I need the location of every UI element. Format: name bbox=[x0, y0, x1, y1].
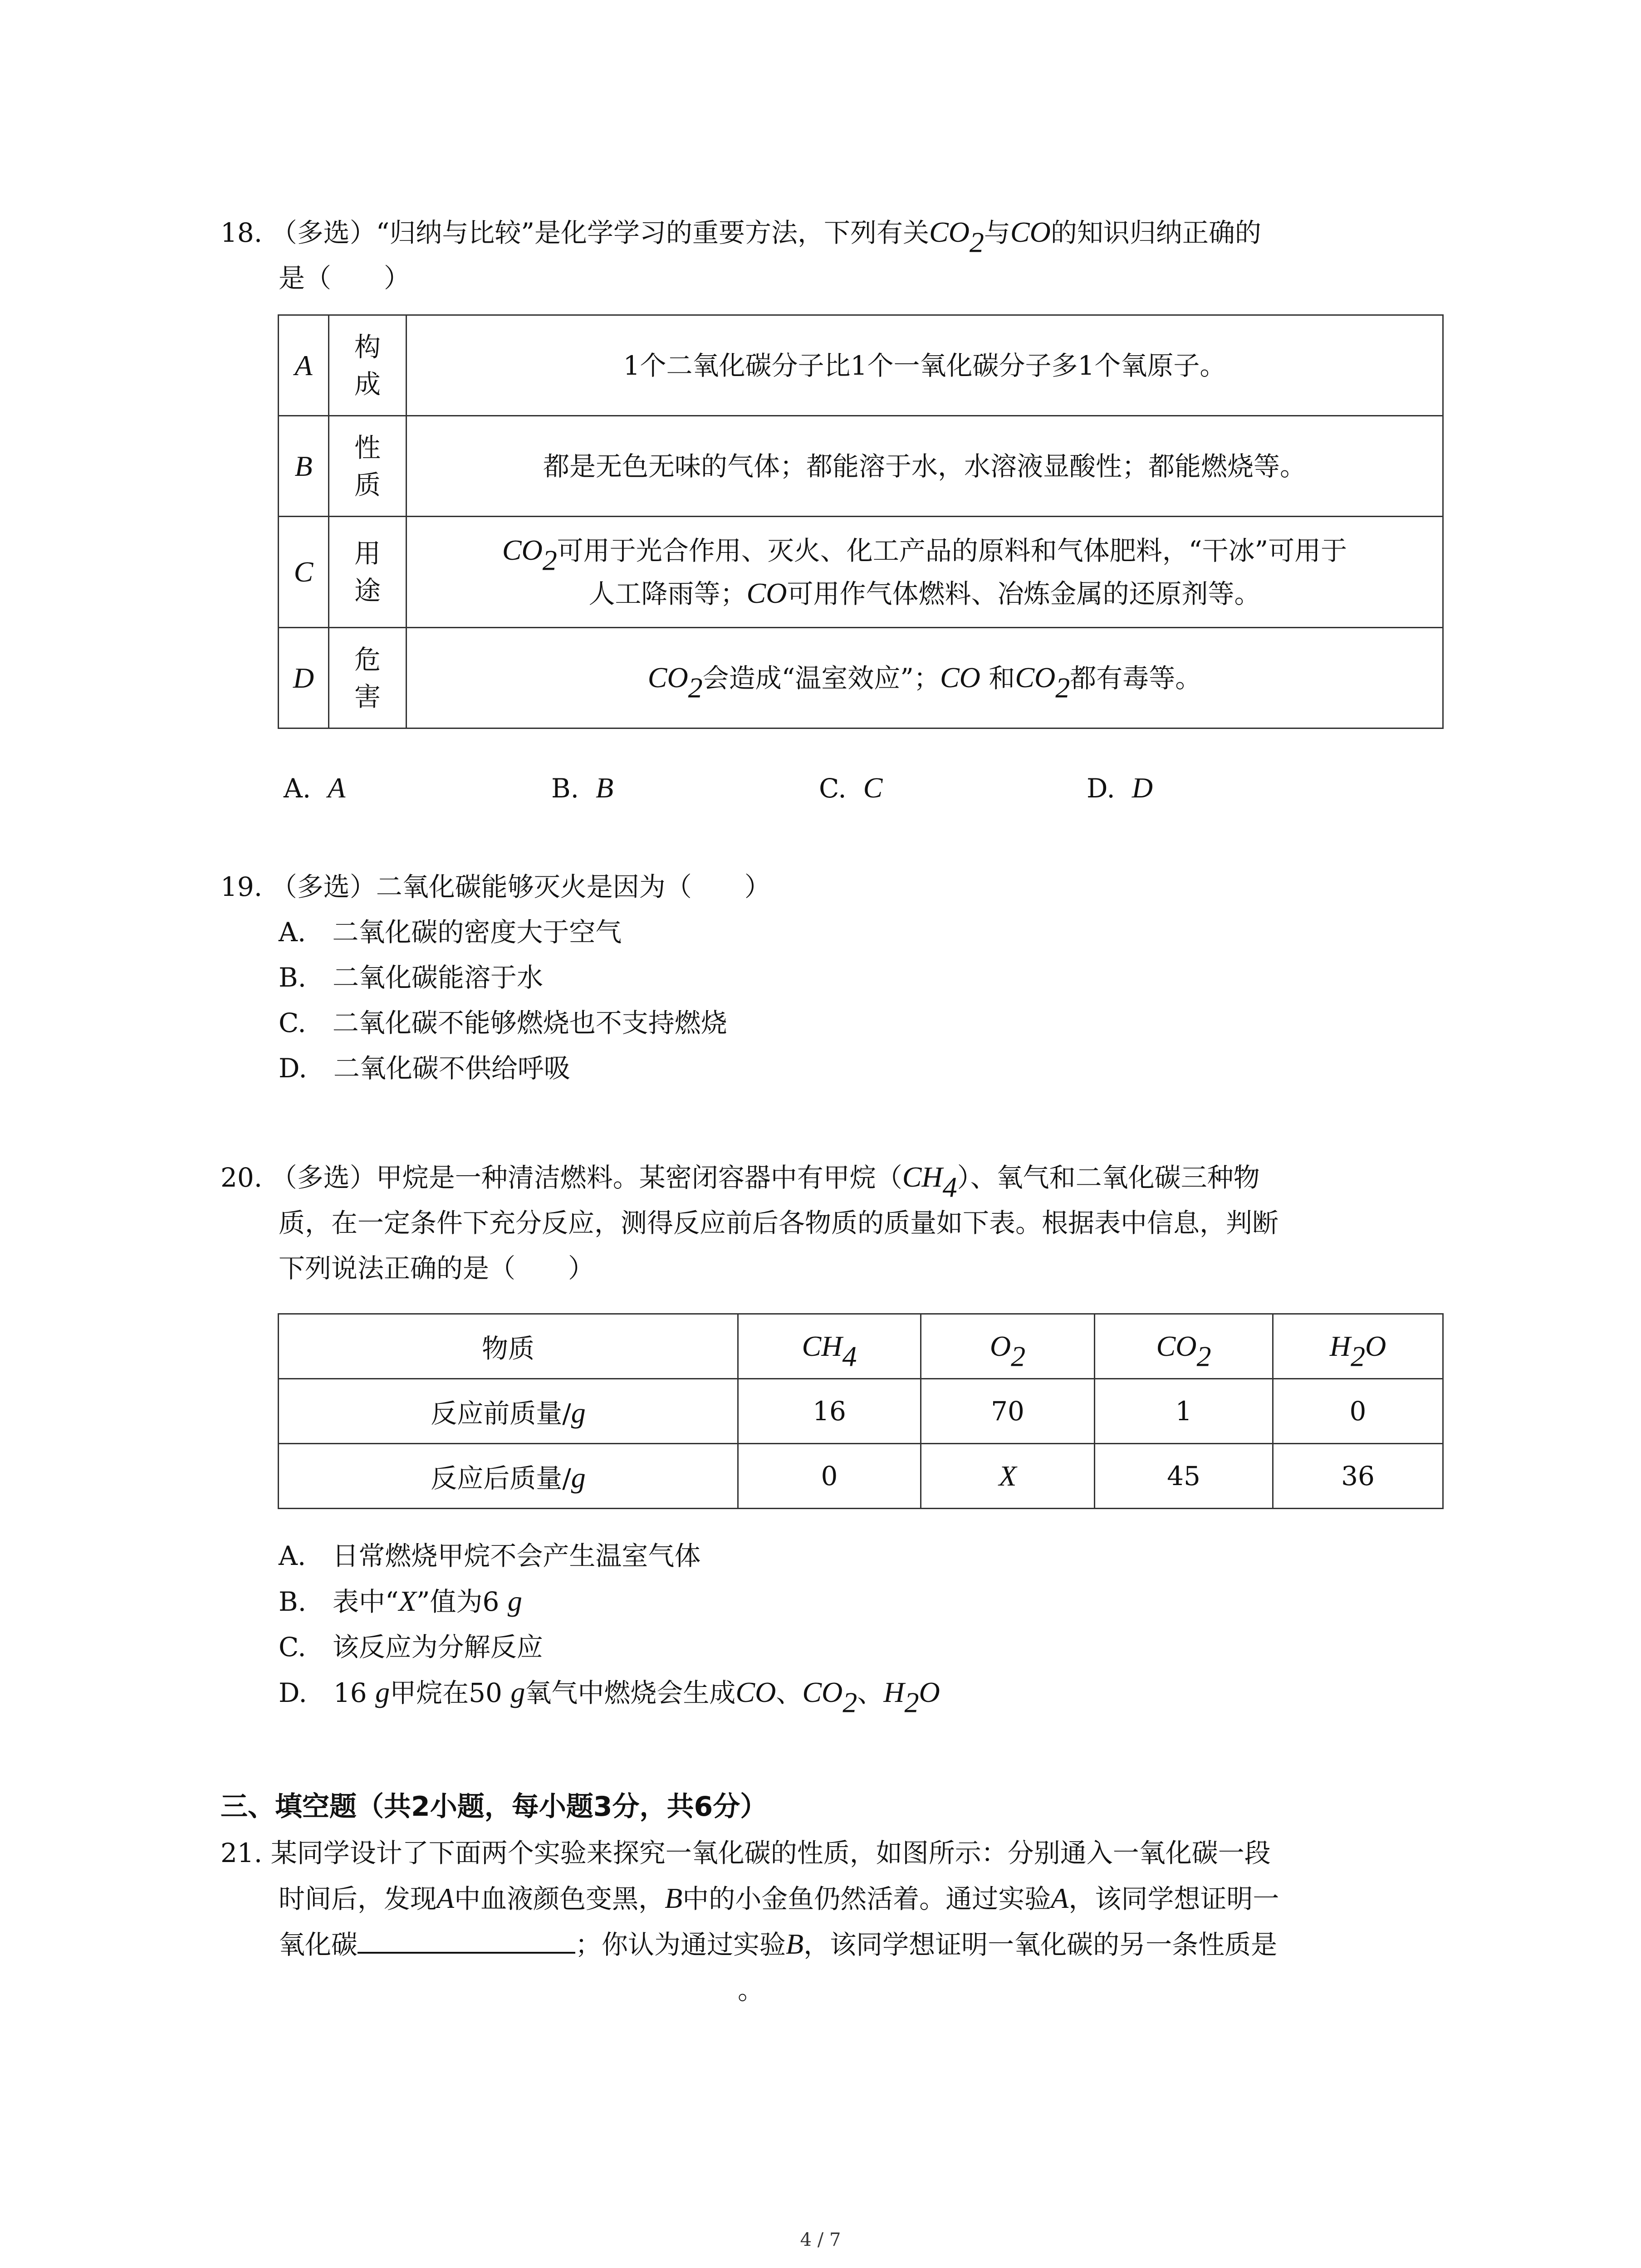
option-a[interactable]: A. 二氧化碳的密度大于空气 bbox=[279, 917, 622, 948]
option-d[interactable]: D. 二氧化碳不供给呼吸 bbox=[279, 1053, 570, 1084]
option-a[interactable]: A. A bbox=[284, 772, 346, 804]
table-row bbox=[279, 416, 1443, 517]
table-header-row bbox=[279, 1314, 1443, 1379]
question-19-stem: 19. （多选）二氧化碳能够灭火是因为（ ） bbox=[220, 871, 771, 902]
table-cell: 70 bbox=[921, 1379, 1095, 1444]
row-category: 用 途 bbox=[329, 517, 407, 628]
question-20-stem-line3: 下列说法正确的是（ ） bbox=[279, 1253, 595, 1284]
table-cell: 16 bbox=[738, 1379, 921, 1444]
row-category: 危 害 bbox=[329, 628, 407, 728]
option-c[interactable]: C. 二氧化碳不能够燃烧也不支持燃烧 bbox=[279, 1007, 727, 1038]
question-18-table bbox=[278, 314, 1444, 729]
question-18-stem-line1: 18. （多选）“归纳与比较”是化学学习的重要方法，下列有关$CO_2$与CO的知识归纳正确的 bbox=[220, 216, 1261, 259]
question-20-options bbox=[220, 1533, 1445, 1719]
question-number: 20. bbox=[220, 1162, 263, 1193]
header-cell: $CO_2$ bbox=[1095, 1314, 1273, 1379]
question-21-line3: 氧化碳 ；你认为通过实验B，该同学想证明一氧化碳的另一条性质是 bbox=[220, 1921, 1445, 1967]
question-20-table bbox=[278, 1313, 1444, 1509]
table-cell: 36 bbox=[1273, 1444, 1443, 1509]
row-letter: A bbox=[279, 315, 329, 416]
question-21-line1: 21. 某同学设计了下面两个实验来探究一氧化碳的性质，如图所示：分别通入一氧化碳一段 bbox=[220, 1838, 1271, 1868]
row-category: 构 成 bbox=[329, 315, 407, 416]
row-label: 反应前质量/g bbox=[279, 1379, 738, 1444]
question-21 bbox=[220, 1830, 1445, 2013]
question-18-options bbox=[284, 771, 1354, 805]
row-content: 1个二氧化碳分子比1个一氧化碳分子多1个氧原子。 bbox=[407, 315, 1443, 416]
row-content: $CO_2$可用于光合作用、灭火、化工产品的原料和气体肥料，“干冰”可用于 人工降雨等；CO可用作气体燃料、冶炼金属的还原剂等。 bbox=[407, 517, 1443, 628]
question-21-line2: 时间后，发现A中血液颜色变黑，B中的小金鱼仍然活着。通过实验A，该同学想证明一 bbox=[279, 1882, 1279, 1914]
question-18 bbox=[220, 210, 1445, 301]
row-content: 都是无色无味的气体；都能溶于水，水溶液显酸性；都能燃烧等。 bbox=[407, 416, 1443, 517]
question-number: 18. bbox=[220, 217, 263, 248]
page-number: 4 / 7 bbox=[800, 2229, 841, 2250]
question-number: 21. bbox=[220, 1838, 263, 1868]
option-d[interactable]: D. 16 g甲烷在50 g氧气中燃烧会生成CO、$CO_2$、$H_2O$ bbox=[279, 1676, 940, 1719]
table-cell: 0 bbox=[1273, 1379, 1443, 1444]
row-letter: B bbox=[279, 416, 329, 517]
question-number: 19. bbox=[220, 871, 263, 902]
question-20-stem-line1: 20. （多选）甲烷是一种清洁燃料。某密闭容器中有甲烷$(CH_4)$、氧气和二氧化碳三种物 bbox=[220, 1161, 1260, 1203]
answer-blank-1[interactable] bbox=[358, 1925, 575, 1954]
option-c[interactable]: C. 该反应为分解反应 bbox=[279, 1632, 543, 1662]
question-19 bbox=[220, 864, 1445, 1091]
row-letter: C bbox=[279, 517, 329, 628]
header-cell: $CH_4$ bbox=[738, 1314, 921, 1379]
row-content: $CO_2$会造成“温室效应”；CO 和$CO_2$都有毒等。 bbox=[407, 628, 1443, 728]
option-b[interactable]: B. 表中“X”值为6 g bbox=[279, 1585, 522, 1617]
table-cell: 45 bbox=[1095, 1444, 1273, 1509]
table-cell: 0 bbox=[738, 1444, 921, 1509]
option-d[interactable]: D. D bbox=[1087, 772, 1153, 804]
table-cell: 1 bbox=[1095, 1379, 1273, 1444]
header-cell: 物质 bbox=[279, 1314, 738, 1379]
question-20-stem-line2: 质，在一定条件下充分反应，测得反应前后各物质的质量如下表。根据表中信息，判断 bbox=[279, 1207, 1279, 1238]
table-row bbox=[279, 1444, 1443, 1509]
table-row bbox=[279, 628, 1443, 728]
question-21-line4: 。 bbox=[738, 1975, 764, 2005]
row-label: 反应后质量/g bbox=[279, 1444, 738, 1509]
option-a[interactable]: A. 日常燃烧甲烷不会产生温室气体 bbox=[279, 1540, 701, 1571]
table-row bbox=[279, 517, 1443, 628]
option-b[interactable]: B. B bbox=[551, 772, 614, 804]
table-row bbox=[279, 1379, 1443, 1444]
header-cell: $H_2O$ bbox=[1273, 1314, 1443, 1379]
option-b[interactable]: B. 二氧化碳能溶于水 bbox=[279, 962, 544, 993]
table-row bbox=[279, 315, 1443, 416]
table-cell: X bbox=[921, 1444, 1095, 1509]
header-cell: $O_2$ bbox=[921, 1314, 1095, 1379]
row-letter: D bbox=[279, 628, 329, 728]
question-20 bbox=[220, 1154, 1445, 1291]
option-c[interactable]: C. C bbox=[819, 772, 883, 804]
section-heading: 三、填空题（共2小题，每小题3分，共6分） bbox=[220, 1791, 768, 1823]
row-category: 性 质 bbox=[329, 416, 407, 517]
question-18-stem-line2: 是（ ） bbox=[279, 263, 411, 293]
